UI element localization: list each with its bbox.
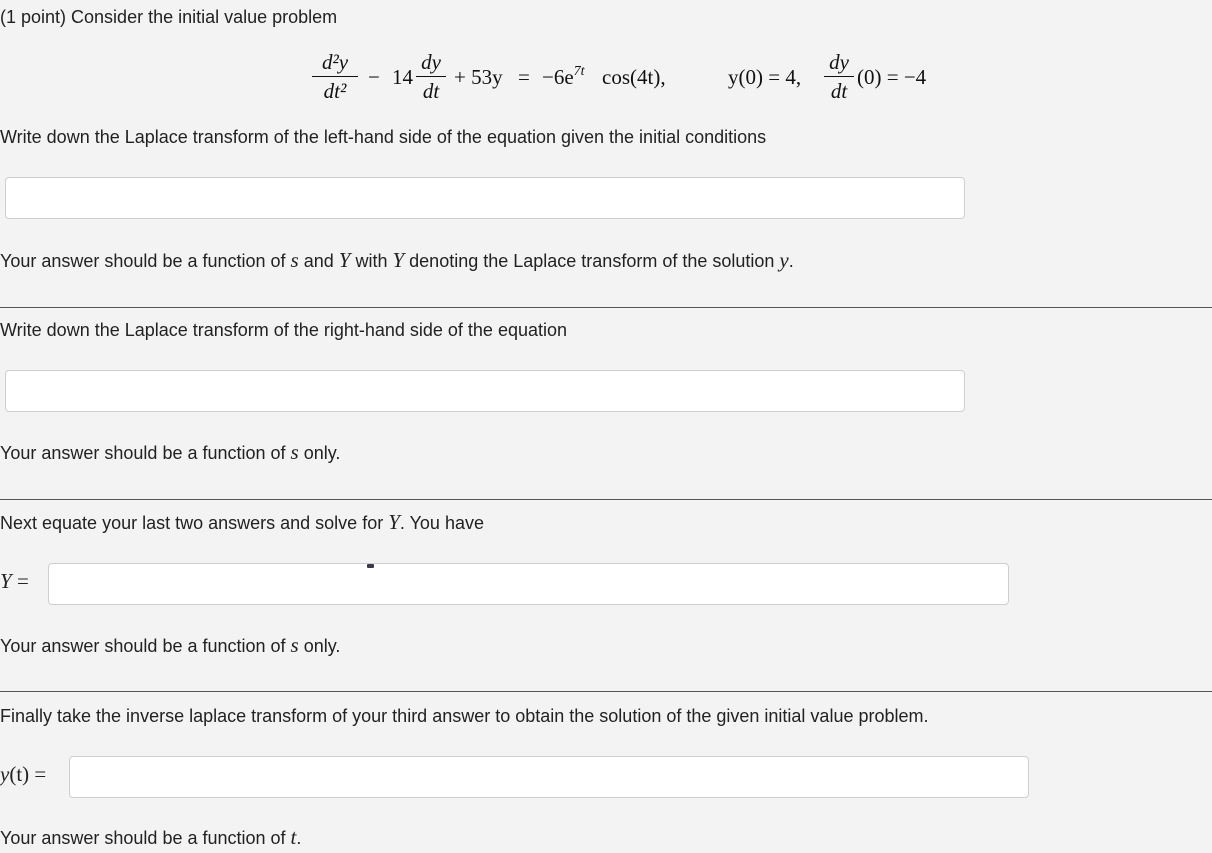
hint-var-Y-2: Y (392, 248, 405, 272)
part2-prompt: Write down the Laplace transform of the right-hand side of the equation (0, 320, 568, 340)
second-derivative-fraction (312, 50, 358, 103)
Y-equals-label: Y = (0, 569, 29, 593)
initial-condition-dy0: (0) = −4 (857, 65, 927, 89)
hint-var-s: s (290, 248, 299, 272)
y-of-t-equals-label: y(t) = (0, 762, 47, 786)
first-derivative-numerator: dy (421, 50, 441, 74)
section-divider-1 (0, 307, 1212, 308)
part1-hint: Your answer should be a function of s and Y with Y denoting the Laplace transform of the solution y. (0, 248, 794, 272)
minus-sign: − (368, 65, 380, 89)
rhs-exponent: 7t (573, 64, 585, 79)
initial-condition-derivative-fraction (824, 50, 854, 103)
ic-derivative-denominator: dt (830, 79, 848, 103)
hint-var-t: t (290, 825, 297, 849)
part3-prompt: Next equate your last two answers and solve for Y. You have (0, 510, 484, 534)
rhs-transform-input[interactable] (5, 370, 965, 412)
section-divider-3 (0, 691, 1212, 692)
part4-prompt: Finally take the inverse laplace transform of your third answer to obtain the solution of the given initial value problem. (0, 706, 929, 726)
hint-var-y: y (779, 248, 789, 272)
lhs-transform-input[interactable] (5, 177, 965, 219)
hint-var-s: s (290, 633, 299, 657)
section-divider-2 (0, 499, 1212, 500)
prompt-var-Y: Y (388, 510, 400, 534)
initial-condition-y0: y(0) = 4, (728, 65, 802, 89)
part4-hint: Your answer should be a function of t. (0, 825, 302, 849)
hint-var-Y: Y (338, 248, 351, 272)
ic-derivative-numerator: dy (829, 50, 849, 74)
second-derivative-denominator: dt² (323, 79, 347, 103)
rhs-cosine: cos(4t), (602, 65, 666, 89)
first-derivative-denominator: dt (422, 79, 440, 103)
part1-prompt: Write down the Laplace transform of the left-hand side of the equation given the initial conditions (0, 127, 767, 147)
second-derivative-numerator: d²y (321, 50, 349, 74)
equals-sign: = (518, 65, 530, 89)
dy-coefficient: 14 (392, 65, 413, 89)
problem-intro: (1 point) Consider the initial value problem (0, 7, 338, 27)
first-derivative-fraction (416, 50, 446, 103)
Y-solution-input[interactable] (48, 563, 1009, 605)
linear-term: + 53y (454, 65, 503, 89)
rhs-coefficient: −6e (542, 65, 574, 89)
rhs-exponential (542, 65, 585, 90)
part2-hint: Your answer should be a function of s only. (0, 440, 341, 464)
mouse-cursor-icon (367, 564, 374, 568)
y-solution-input[interactable] (69, 756, 1029, 798)
hint-var-s: s (290, 440, 299, 464)
part3-hint: Your answer should be a function of s only. (0, 633, 341, 657)
